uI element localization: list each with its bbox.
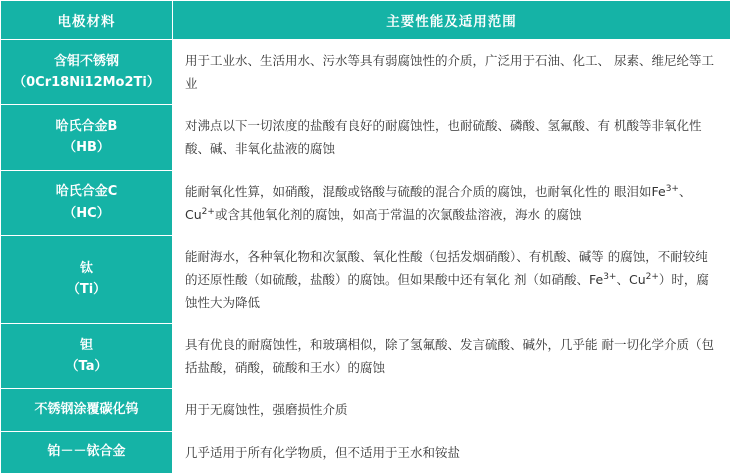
- material-cell: [1, 431, 173, 473]
- table-row: [1, 235, 730, 323]
- table-row: [1, 389, 730, 431]
- description-line: 对沸点以下一切浓度的盐酸有良好的耐腐蚀性，也耐硫酸、磷酸、氢氟酸、有: [185, 118, 610, 133]
- material-name-line: 含钼不锈钢: [7, 51, 166, 72]
- material-code-line: （Ti）: [7, 279, 166, 300]
- description-line: 剂（如硝酸、$Fe^{3+}$、$Cu^{2+}$）时，腐蚀性大为降低: [185, 272, 709, 310]
- description-cell: [173, 170, 730, 235]
- table-body: [1, 40, 730, 474]
- description-line: 机酸等非氧化性酸、碱、非氧化盐液的腐蚀: [185, 118, 702, 156]
- table-row: [1, 40, 730, 105]
- material-code-line: （Ta）: [7, 356, 166, 377]
- material-cell: [1, 235, 173, 323]
- material-name-line: 哈氏合金B: [7, 116, 166, 137]
- description-line: 尿素、维尼纶等工业: [185, 53, 714, 91]
- material-name-line: 钛: [7, 258, 166, 279]
- description-line: 用于工业水、生活用水、污水等具有弱腐蚀性的介质，广泛用于石油、化工、: [185, 53, 610, 68]
- description-line: 能耐氧化性算，如硝酸，混酸或铬酸与硫酸的混合介质的腐蚀，也耐氧化性的: [185, 184, 610, 199]
- description-cell: [173, 389, 730, 431]
- material-cell: [1, 389, 173, 431]
- material-cell: [1, 105, 173, 170]
- description-cell: [173, 235, 730, 323]
- material-code-line: （0Cr18Ni12Mo2Ti）: [7, 72, 166, 93]
- description-cell: [173, 105, 730, 170]
- material-code-line: （HC）: [7, 203, 166, 224]
- table-row: [1, 431, 730, 473]
- description-line: 的腐蚀: [544, 207, 582, 222]
- table-header-row: [1, 1, 730, 40]
- description-line: 能耐海水，各种氧化物和次氯酸、氧化性酸（包括发烟硝酸）、有机酸、碱等: [185, 249, 604, 264]
- material-cell: [1, 324, 173, 389]
- material-code-line: （HB）: [7, 137, 166, 158]
- description-cell: [173, 324, 730, 389]
- material-cell: [1, 170, 173, 235]
- description-line: 的腐蚀，不耐较纯的还原性酸（如硫酸，盐酸）的腐蚀。但如果酸中还有氧化: [185, 249, 708, 287]
- table-row: [1, 324, 730, 389]
- table-header: [1, 1, 730, 40]
- material-name-line: 不锈钢涂覆碳化钨: [7, 399, 166, 420]
- column-header-performance: 主要性能及适用范围: [173, 1, 730, 40]
- description-line: 用于无腐蚀性，强磨损性介质: [185, 402, 348, 417]
- material-name-line: 哈氏合金C: [7, 181, 166, 202]
- description-line: 耐一切化学介质（包括盐酸，硝酸，硫酸和王水）的腐蚀: [185, 337, 714, 375]
- description-cell: [173, 431, 730, 473]
- description-line: 具有优良的耐腐蚀性，和玻璃相似，除了氢氟酸、发言硫酸、碱外，几乎能: [185, 337, 598, 352]
- material-name-line: 铂－－铱合金: [7, 441, 166, 462]
- column-header-material: 电极材料: [1, 1, 173, 40]
- material-cell: [1, 40, 173, 105]
- material-name-line: 钽: [7, 335, 166, 356]
- description-line: 眼泪如$Fe^{3+}$、$Cu^{2+}$或含其他氧化剂的腐蚀，如高于常温的次氯酸盐溶液，海水: [185, 184, 692, 222]
- table-row: [1, 170, 730, 235]
- description-cell: [173, 40, 730, 105]
- table-row: [1, 105, 730, 170]
- description-line: 几乎适用于所有化学物质，但不适用于王水和铵盐: [185, 445, 460, 460]
